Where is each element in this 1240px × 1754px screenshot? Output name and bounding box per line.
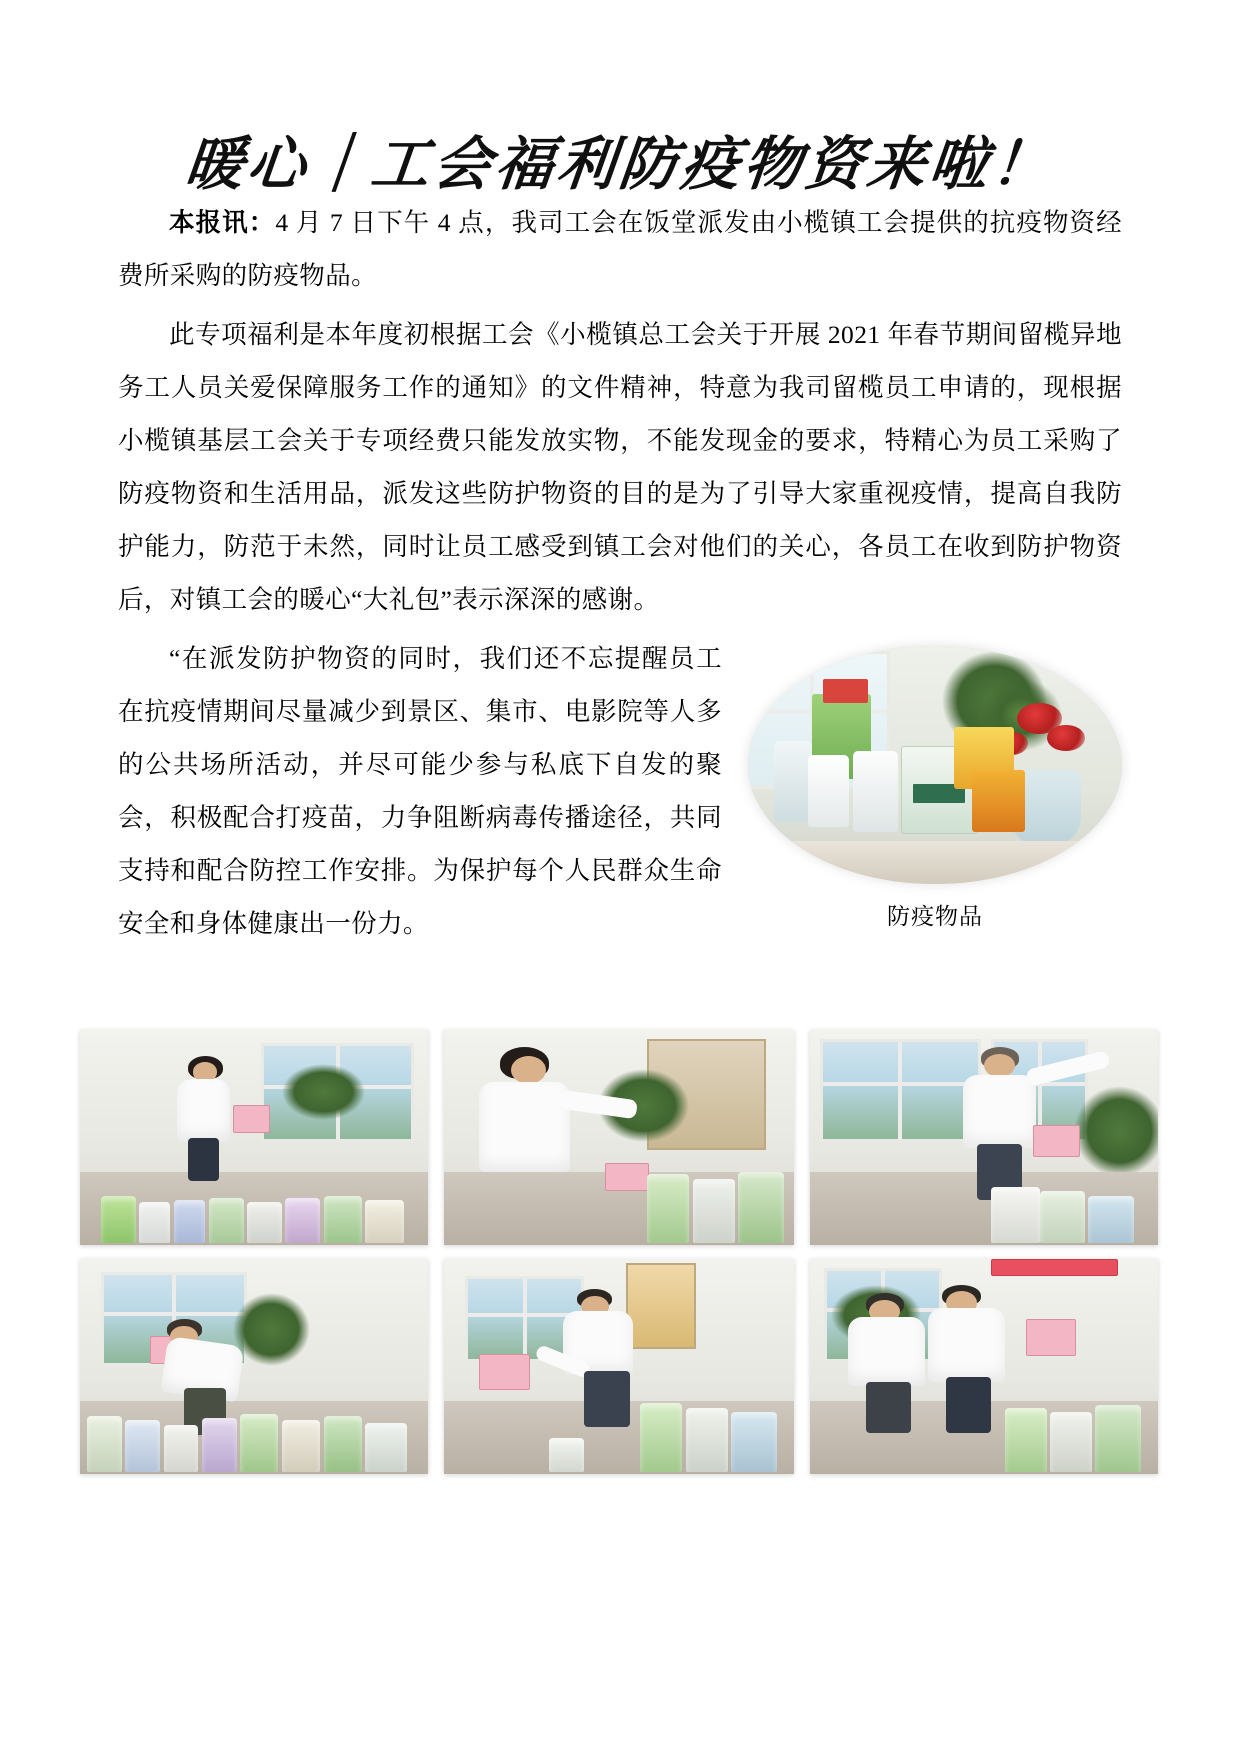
bottle-icon	[774, 741, 811, 822]
goods-bag	[647, 1174, 689, 1243]
person-body	[177, 1079, 229, 1141]
photo-5	[444, 1259, 794, 1474]
goods-bag	[1088, 1196, 1133, 1243]
photo-1	[80, 1030, 428, 1245]
goods-bag	[640, 1403, 682, 1472]
photo-6-scene	[810, 1259, 1158, 1474]
goods-bag	[693, 1179, 735, 1244]
goods-bag	[365, 1423, 407, 1472]
photo-6	[810, 1259, 1158, 1474]
goods-bag	[1005, 1408, 1047, 1473]
person-body	[928, 1308, 1005, 1381]
photo-row-2	[80, 1259, 1160, 1474]
photo-3	[810, 1030, 1158, 1245]
goods-bag	[202, 1418, 237, 1472]
featured-photo-caption: 防疫物品	[887, 904, 983, 929]
paragraph-1-lead: 本报讯：	[169, 208, 276, 237]
featured-photo-scene	[748, 646, 1122, 884]
signing-desk-sign	[479, 1354, 530, 1390]
person-body	[963, 1075, 1036, 1148]
person-head	[511, 1056, 546, 1084]
photo-2	[444, 1030, 794, 1245]
goods-bag	[738, 1172, 784, 1243]
paragraph-2	[118, 308, 1122, 626]
desk-sign	[1033, 1125, 1080, 1157]
photo-2-scene	[444, 1030, 794, 1245]
paragraph-1	[118, 196, 1122, 302]
goods-bag	[731, 1412, 777, 1472]
banner-sign	[991, 1259, 1118, 1276]
article-body	[118, 196, 1122, 956]
photo-door	[626, 1263, 696, 1349]
goods-bag	[549, 1438, 584, 1472]
goods-bag	[365, 1200, 403, 1243]
page-title: 暖心｜工会福利防疫物资来啦！	[181, 131, 1057, 197]
goods-bag	[125, 1420, 160, 1472]
photo-grid	[80, 1030, 1160, 1488]
goods-bag	[164, 1425, 199, 1472]
featured-photo	[748, 646, 1122, 884]
goods-bag	[101, 1196, 136, 1243]
goods-bag	[991, 1187, 1040, 1243]
goods-bag	[1040, 1191, 1085, 1243]
goods-bag	[324, 1416, 362, 1472]
goods-bag	[324, 1196, 362, 1243]
photo-5-scene	[444, 1259, 794, 1474]
goods-bag	[285, 1198, 320, 1243]
flower-icon	[1047, 725, 1084, 751]
photo-3-scene	[810, 1030, 1158, 1245]
goods-bag	[282, 1420, 320, 1472]
paragraph-2-text: 此专项福利是本年度初根据工会《小榄镇总工会关于开展 2021 年春节期间留榄异地务工人员关爱保障服务工作的通知》的文件精神，特意为我司留榄员工申请的，现根据小榄镇基层工会关于专项经费只能发放实物，不能发现金的要求，特精心为员工采购了防疫物资和生活用品，派发这些防护物资的目的是为了引导大家重视疫情，提高自我防护能力，防范于未然，同时让员工感受到镇工会对他们的关心，各员工在收到防护物资后，对镇工会的暖心“大礼包”表示深深的感谢。	[118, 320, 1122, 614]
desk-sign	[1026, 1319, 1077, 1355]
goods-bag	[209, 1198, 244, 1243]
goods-bag	[1050, 1412, 1092, 1472]
plant-icon	[233, 1293, 310, 1366]
goods-bag	[139, 1202, 170, 1243]
plant-icon	[1074, 1086, 1158, 1176]
photo-4-scene	[80, 1259, 428, 1474]
person-legs	[946, 1377, 991, 1433]
goods-bag	[686, 1408, 728, 1473]
goods-bag	[1095, 1405, 1140, 1472]
box-label-icon	[823, 679, 868, 703]
detergent-icon	[972, 770, 1024, 832]
paragraph-1-text: 4 月 7 日下午 4 点，我司工会在饭堂派发由小榄镇工会提供的抗疫物资经费所采购的防疫物品。	[118, 208, 1122, 290]
person-legs	[584, 1371, 630, 1427]
paragraph-3-text: “在派发防护物资的同时，我们还不忘提醒员工在抗疫情期间尽量减少到景区、集市、电影院等人多的公共场所活动，并尽可能少参与私底下自发的聚会，积极配合打疫苗，力争阻断病毒传播途径，共同支持和配合防控工作安排。为保护每个人民群众生命安全和身体健康出一份力。	[118, 644, 722, 938]
photo-window	[820, 1039, 980, 1142]
desk-sign	[233, 1105, 270, 1133]
photo-4	[80, 1259, 428, 1474]
person-body	[479, 1082, 570, 1172]
photo-1-scene	[80, 1030, 428, 1245]
desk-sign	[605, 1163, 649, 1191]
goods-bag	[87, 1416, 122, 1472]
goods-bag	[247, 1202, 282, 1243]
sanitizer-bottle-icon	[853, 751, 898, 832]
person-body	[848, 1317, 925, 1386]
goods-bag	[174, 1200, 205, 1243]
featured-photo-block	[748, 646, 1122, 931]
person-legs	[188, 1138, 219, 1181]
photo-row-1	[80, 1030, 1160, 1245]
person-legs	[866, 1382, 911, 1434]
bottle-icon	[808, 755, 849, 826]
photo-table	[748, 841, 1122, 884]
goods-bag	[240, 1414, 278, 1472]
